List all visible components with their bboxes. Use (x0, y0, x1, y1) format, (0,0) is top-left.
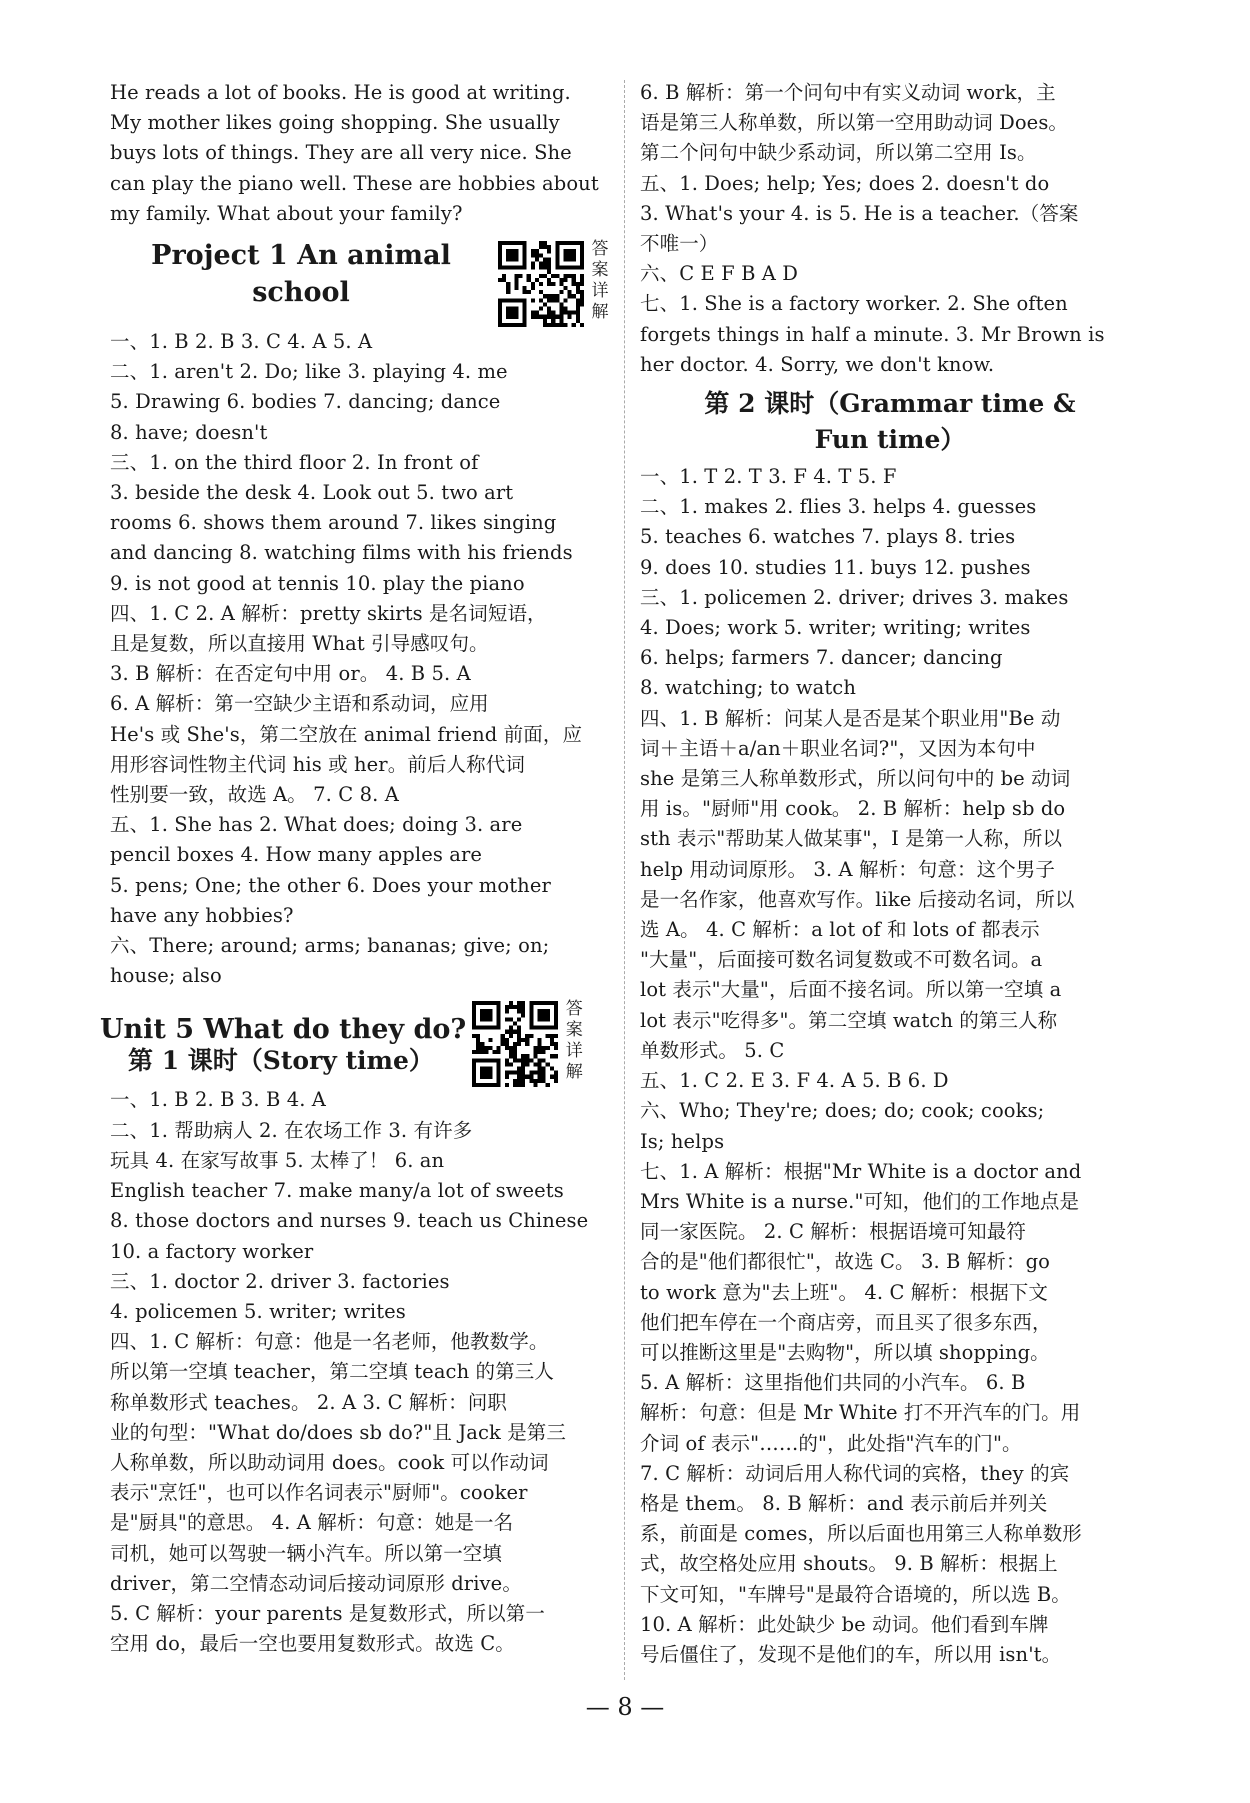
lesson1-title: 第 1 课时（Story time） (128, 1046, 434, 1076)
answer-line: 语是第三人称单数，所以第一空用助动词 Does。 (640, 111, 1069, 135)
right-column (640, 78, 1140, 1670)
answer-line: My mother likes going shopping. She usually (110, 111, 560, 135)
answer-line: 同一家医院。 2. C 解析：根据语境可知最符 (640, 1220, 1026, 1244)
answer-line: buys lots of things. They are all very nice. She (110, 141, 572, 165)
project-answers (110, 327, 610, 991)
answer-line: 三、1. doctor 2. driver 3. factories (110, 1269, 450, 1293)
answer-line: "大量"，后面接可数名词复数或不可数名词。a (640, 948, 1043, 972)
left-column (100, 78, 610, 1659)
answer-line: 二、1. aren't 2. Do; like 3. playing 4. me (110, 360, 508, 384)
answer-line: 是"厨具"的意思。 4. A 解析：句意：她是一名 (110, 1511, 514, 1535)
answer-line: 第二个问句中缺少系动词，所以第二空用 Is。 (640, 141, 1037, 165)
answer-line: 四、1. C 2. A 解析：pretty skirts 是名词短语， (110, 601, 547, 625)
unit-title: Unit 5 What do they do? (100, 1014, 467, 1046)
answer-line: 业的句型："What do/does sb do?"且 Jack 是第三 (110, 1420, 567, 1444)
answer-line: 6. helps; farmers 7. dancer; dancing (640, 646, 1003, 670)
answer-line: 司机，她可以驾驶一辆小汽车。所以第一空填 (110, 1541, 503, 1565)
answer-line: 词＋主语＋a/an＋职业名词?"，又因为本句中 (640, 736, 1036, 760)
answer-line: lot 表示"大量"，后面不接名词。所以第一空填 a (640, 978, 1062, 1002)
answer-line: 3. beside the desk 4. Look out 5. two art (110, 481, 514, 505)
answer-line: driver，第二空情态动词后接动词原形 drive。 (110, 1571, 522, 1595)
answer-line: 称单数形式 teaches。 2. A 3. C 解析：问职 (110, 1390, 507, 1414)
answer-line: 解析：句意：但是 Mr White 打不开汽车的门。用 (640, 1401, 1081, 1425)
answer-line: 玩具 4. 在家写故事 5. 太棒了！ 6. an (110, 1148, 445, 1172)
answer-line: 七、1. She is a factory worker. 2. She often (640, 292, 1068, 316)
answer-line: 6. B 解析：第一个问句中有实义动词 work，主 (640, 81, 1056, 104)
answer-line: 五、1. She has 2. What does; doing 3. are (110, 813, 523, 837)
answer-line: 四、1. C 解析：句意：他是一名老师，他教数学。 (110, 1330, 549, 1354)
answer-line: lot 表示"吃得多"。第二空填 watch 的第三人称 (640, 1008, 1058, 1032)
answer-line: 性别要一致，故选 A。 7. C 8. A (110, 783, 399, 807)
answer-line: 三、1. policemen 2. driver; drives 3. makes (640, 585, 1069, 609)
answer-line: 四、1. B 解析：问某人是否是某个职业用"Be 动 (640, 706, 1061, 730)
answer-line: 二、1. makes 2. flies 3. helps 4. guesses (640, 495, 1037, 519)
column-divider (624, 80, 625, 1680)
answer-line: 5. C 解析：your parents 是复数形式，所以第一 (110, 1601, 545, 1625)
answer-line: 是一名作家，他喜欢写作。like 后接动名词，所以 (640, 887, 1075, 911)
answer-line: 三、1. on the third floor 2. In front of (110, 450, 479, 474)
answer-line: 选 A。 4. C 解析：a lot of 和 lots of 都表示 (640, 918, 1040, 942)
answer-line: 8. watching; to watch (640, 676, 856, 700)
answer-line: 8. have; doesn't (110, 420, 268, 444)
page-number: — 8 — (585, 1693, 665, 1721)
lesson2-title-line1: 第 2 课时（Grammar time & (704, 389, 1076, 419)
answer-line: 格是 them。 8. B 解析：and 表示前后并列关 (640, 1491, 1048, 1515)
answer-line: 号后僵住了，发现不是他们的车，所以用 isn't。 (640, 1642, 1062, 1666)
answer-line: English teacher 7. make many/a lot of sweets (110, 1179, 564, 1203)
answer-line: 一、1. B 2. B 3. B 4. A (110, 1088, 326, 1112)
lesson1-answers (110, 1085, 610, 1659)
qr-code-icon[interactable] (498, 241, 584, 327)
answer-line: 5. A 解析：这里指他们共同的小汽车。 6. B (640, 1371, 1026, 1395)
answer-line: Is; helps (640, 1129, 725, 1153)
answer-line: 五、1. Does; help; Yes; does 2. doesn't do (640, 171, 1050, 195)
answer-line: 4. Does; work 5. writer; writing; writes (640, 616, 1031, 640)
answer-line: 式，故空格处应用 shouts。 9. B 解析：根据上 (640, 1552, 1058, 1576)
answer-line: she 是第三人称单数形式，所以问句中的 be 动词 (640, 767, 1071, 791)
answer-line: 3. B 解析：在否定句中用 or。 4. B 5. A (110, 662, 471, 686)
project-heading (110, 237, 610, 327)
answer-line: 4. policemen 5. writer; writes (110, 1299, 406, 1323)
answer-line: forgets things in half a minute. 3. Mr Brown is (640, 322, 1105, 346)
lesson2-title (640, 386, 1140, 458)
answer-line: 空用 do，最后一空也要用复数形式。故选 C。 (110, 1632, 515, 1656)
lesson2-title-line2: Fun time） (814, 425, 966, 455)
intro-paragraph (110, 78, 610, 229)
answer-line: 9. does 10. studies 11. buys 12. pushes (640, 555, 1031, 579)
answer-line: 8. those doctors and nurses 9. teach us Chinese (110, 1209, 589, 1233)
answer-line: 六、Who; They're; does; do; cook; cooks; (640, 1099, 1045, 1123)
answer-line: 六、C E F B A D (640, 262, 799, 286)
project-title-line2: school (252, 277, 350, 309)
answer-line: my family. What about your family? (110, 201, 463, 225)
answer-line: 且是复数，所以直接用 What 引导感叹句。 (110, 632, 489, 656)
project-title-line1: Project 1 An animal (151, 240, 451, 272)
answer-line: to work 意为"去上班"。 4. C 解析：根据下文 (640, 1280, 1049, 1304)
answer-line: 他们把车停在一个商店旁，而且买了很多东西， (640, 1310, 1052, 1334)
answer-line: help 用动词原形。 3. A 解析：句意：这个男子 (640, 857, 1055, 881)
answer-line: 下文可知，"车牌号"是最符合语境的，所以选 B。 (640, 1582, 1071, 1606)
answer-line: 不唯一） (640, 232, 719, 256)
answer-line: 一、1. B 2. B 3. C 4. A 5. A (110, 330, 373, 354)
answer-line: 可以推断这里是"去购物"，所以填 shopping。 (640, 1340, 1050, 1364)
answer-line: Mrs White is a nurse."可知，他们的工作地点是 (640, 1189, 1080, 1213)
answer-line: 表示"烹饪"，也可以作名词表示"厨师"。cooker (110, 1481, 528, 1505)
answer-line: 一、1. T 2. T 3. F 4. T 5. F (640, 465, 897, 489)
answer-line: sth 表示"帮助某人做某事"，I 是第一人称，所以 (640, 827, 1063, 851)
project-title (110, 237, 492, 311)
lesson2-answers (640, 462, 1140, 1670)
answer-line: 人称单数，所以助动词用 does。cook 可以作动词 (110, 1450, 549, 1474)
answer-line: 5. Drawing 6. bodies 7. dancing; dance (110, 390, 501, 414)
answer-line: 系，前面是 comes，所以后面也用第三人称单数形 (640, 1522, 1082, 1546)
answer-detail-label: 答案详解 (565, 999, 583, 1083)
answer-line: He's 或 She's，第二空放在 animal friend 前面，应 (110, 722, 583, 746)
answer-line: 7. C 解析：动词后用人称代词的宾格，they 的宾 (640, 1461, 1070, 1485)
answer-line: 用形容词性物主代词 his 或 her。前后人称代词 (110, 752, 525, 776)
answer-line: have any hobbies? (110, 903, 294, 927)
answer-line: 二、1. 帮助病人 2. 在农场工作 3. 有许多 (110, 1118, 473, 1142)
qr-code-icon[interactable] (472, 1001, 558, 1087)
answer-line: 六、There; around; arms; bananas; give; on; (110, 934, 550, 958)
answer-detail-label: 答案详解 (591, 239, 609, 323)
answer-line: He reads a lot of books. He is good at writing. (110, 81, 571, 104)
answer-line: pencil boxes 4. How many apples are (110, 843, 483, 867)
answer-line: 合的是"他们都很忙"，故选 C。 3. B 解析：go (640, 1250, 1051, 1274)
answer-line: 单数形式。 5. C (640, 1038, 785, 1062)
answer-line: house; also (110, 964, 222, 988)
answer-line: 5. pens; One; the other 6. Does your mother (110, 873, 551, 897)
answer-line: 3. What's your 4. is 5. He is a teacher.（答案 (640, 201, 1079, 225)
answer-line: 所以第一空填 teacher，第二空填 teach 的第三人 (110, 1360, 554, 1384)
lesson1-continued-answers (640, 78, 1140, 380)
answer-line: 10. a factory worker (110, 1239, 314, 1263)
answer-line: 5. teaches 6. watches 7. plays 8. tries (640, 525, 1016, 549)
answer-line: 6. A 解析：第一空缺少主语和系动词，应用 (110, 692, 489, 716)
answer-line: 9. is not good at tennis 10. play the piano (110, 571, 525, 595)
answer-line: 五、1. C 2. E 3. F 4. A 5. B 6. D (640, 1069, 949, 1093)
answer-line: rooms 6. shows them around 7. likes singing (110, 511, 557, 535)
answer-line: 10. A 解析：此处缺少 be 动词。他们看到车牌 (640, 1612, 1049, 1636)
answer-line: and dancing 8. watching films with his friends (110, 541, 573, 565)
answer-line: can play the piano well. These are hobbies about (110, 171, 599, 195)
answer-line: 七、1. A 解析：根据"Mr White is a doctor and (640, 1159, 1082, 1183)
answer-line: her doctor. 4. Sorry, we don't know. (640, 352, 995, 376)
answer-line: 介词 of 表示"……的"，此处指"汽车的门"。 (640, 1431, 1022, 1455)
answer-line: 用 is。"厨师"用 cook。 2. B 解析：help sb do (640, 797, 1066, 821)
